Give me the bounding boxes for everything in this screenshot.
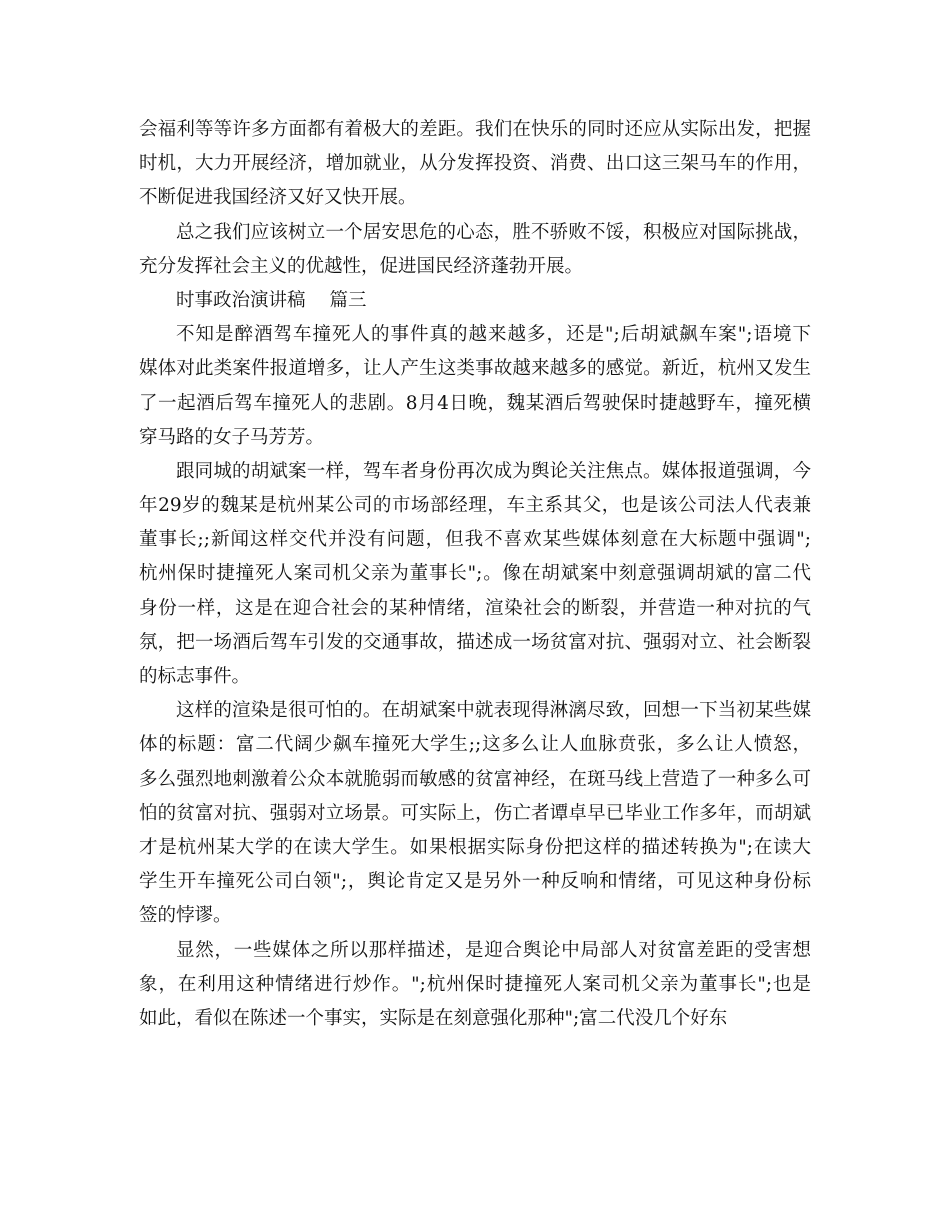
paragraph-line: 杭州保时捷撞死人案司机父亲为董事长";。像在胡斌案中刻意强调胡斌的富二代 — [139, 563, 811, 585]
paragraph-line: 不断促进我国经济又好又快开展。 — [139, 187, 417, 209]
paragraph-line: 才是杭州某大学的在读大学生。如果根据实际身份把这样的描述转换为";在读大 — [139, 836, 811, 858]
paragraph-line: 这样的渲染是很可怕的。在胡斌案中就表现得淋漓尽致，回想一下当初某些媒 — [176, 700, 811, 722]
paragraph-line: 多么强烈地刺激着公众本就脆弱而敏感的贫富神经，在斑马线上营造了一种多么可 — [139, 768, 811, 790]
paragraph-line: 学生开车撞死公司白领";，舆论肯定又是另外一种反响和情绪，可见这种身份标 — [139, 871, 811, 893]
paragraph-line: 的标志事件。 — [139, 666, 251, 687]
paragraph-line: 显然，一些媒体之所以那样描述，是迎合舆论中局部人对贫富差距的受害想 — [176, 939, 811, 961]
section-heading-part: 篇三 — [329, 289, 367, 311]
paragraph-line: 媒体对此类案件报道增多，让人产生这类事故越来越多的感觉。新近，杭州又发生 — [139, 358, 811, 380]
paragraph-line: 董事长;;新闻这样交代并没有问题，但我不喜欢某些媒体刻意在大标题中强调"; — [139, 529, 811, 551]
paragraph-line: 象，在利用这种情绪进行炒作。";杭州保时捷撞死人案司机父亲为董事长";也是 — [139, 973, 811, 995]
paragraph-line: 氛，把一场酒后驾车引发的交通事故，描述成一场贫富对抗、强弱对立、社会断裂 — [139, 631, 811, 653]
section-heading — [139, 284, 811, 318]
paragraph-line: 体的标题：富二代阔少飙车撞死大学生;;这多么让人血脉贲张，多么让人愤怒， — [139, 734, 811, 756]
paragraph-line: 年29岁的魏某是杭州某公司的市场部经理，车主系其父，也是该公司法人代表兼 — [139, 495, 811, 517]
document-body — [139, 113, 811, 1036]
paragraph-line: 不知是醉酒驾车撞死人的事件真的越来越多，还是";后胡斌飙车案";语境下 — [176, 324, 811, 346]
paragraph-line: 充分发挥社会主义的优越性，促进国民经济蓬勃开展。 — [139, 255, 584, 277]
paragraph-line: 签的悖谬。 — [139, 905, 232, 927]
paragraph-line: 时机，大力开展经济，增加就业，从分发挥投资、消费、出口这三架马车的作用， — [139, 153, 811, 175]
paragraph-line: 如此，看似在陈述一个事实，实际是在刻意强化那种";富二代没几个好东 — [139, 1007, 728, 1029]
paragraph-line: 会福利等等许多方面都有着极大的差距。我们在快乐的同时还应从实际出发，把握 — [139, 119, 811, 140]
paragraph-line: 总之我们应该树立一个居安思危的心态，胜不骄败不馁，积极应对国际挑战， — [176, 221, 811, 243]
paragraph-line: 了一起酒后驾车撞死人的悲剧。8月4日晚，魏某酒后驾驶保时捷越野车，撞死横 — [139, 392, 811, 414]
paragraph-line: 怕的贫富对抗、强弱对立场景。可实际上，伤亡者谭卓早已毕业工作多年，而胡斌 — [139, 802, 811, 824]
paragraph-line: 穿马路的女子马芳芳。 — [139, 426, 325, 448]
paragraph-line: 跟同城的胡斌案一样，驾车者身份再次成为舆论关注焦点。媒体报道强调，今 — [176, 460, 811, 482]
paragraph-line: 身份一样，这是在迎合社会的某种情绪，渲染社会的断裂，并营造一种对抗的气 — [139, 597, 811, 619]
section-heading-title: 时事政治演讲稿 — [176, 289, 306, 311]
